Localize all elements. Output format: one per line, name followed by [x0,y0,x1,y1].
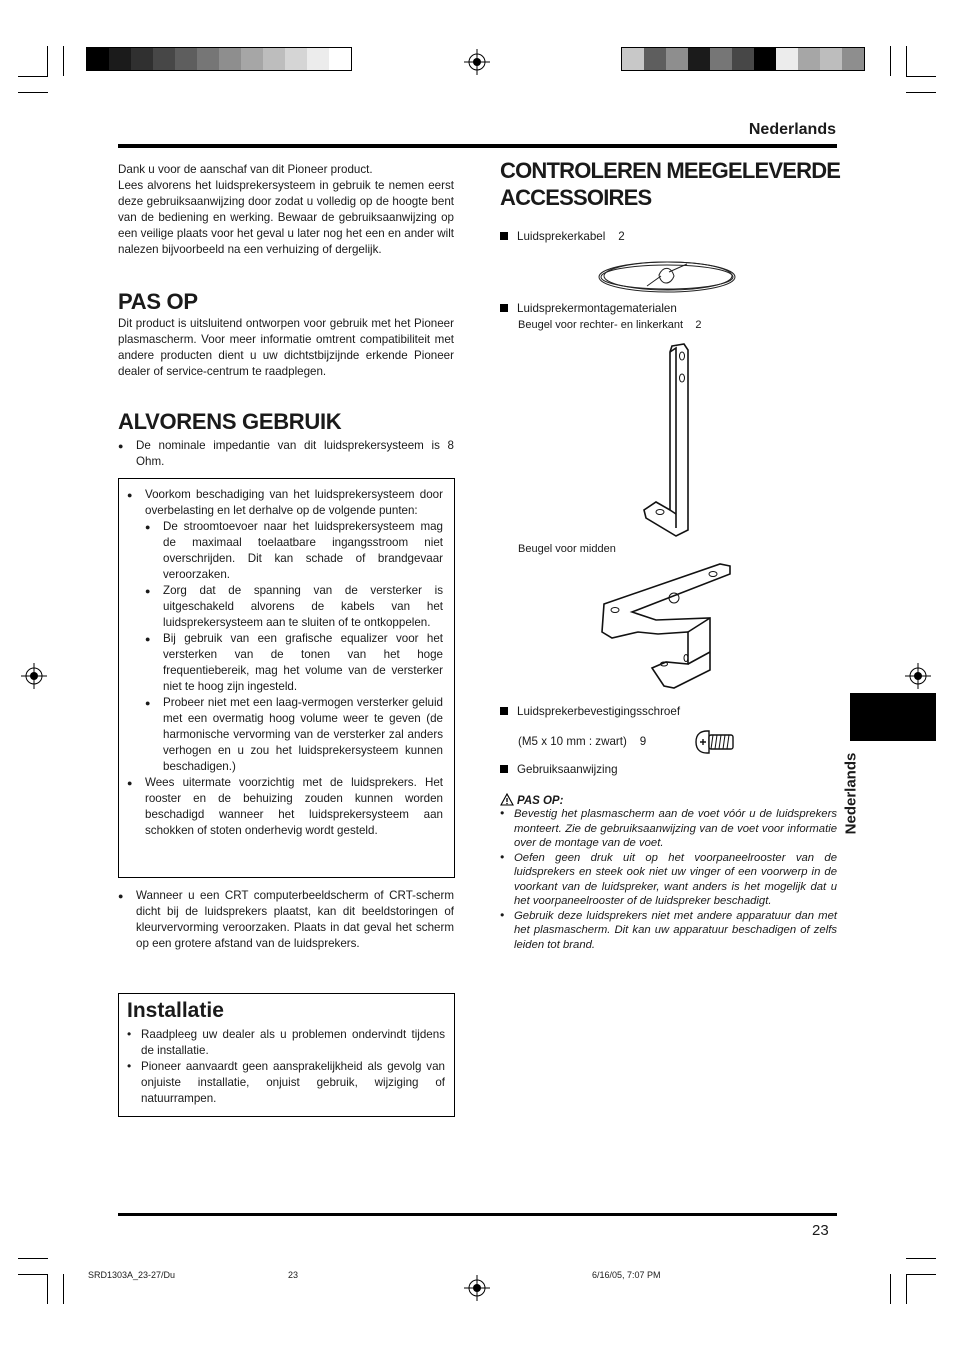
accessory-screw [500,704,680,720]
color-swatch-strip-right [621,47,865,71]
footer-date: 6/16/05, 7:07 PM [592,1270,661,1280]
list-item: ● Wanneer u een CRT computerbeeldscherm of CRT-scherm dicht bij de luidsprekers plaatst, kan dit beeldstoringen of kleurvervorming veroorzaken. Plaats in dat geval het scherm op een grotere afstand van de luidsprekers. [118,888,454,952]
accessory-label: Luidsprekermontagematerialen [517,302,677,315]
color-swatch [109,48,131,70]
installatie-heading: Installatie [127,999,224,1022]
bullet-square-icon [500,232,508,240]
side-bracket-illustration [640,342,696,538]
footer-file: SRD1303A_23-27/Du [88,1270,176,1280]
color-swatch [175,48,197,70]
color-swatch [241,48,263,70]
color-swatch [197,48,219,70]
color-swatch [710,48,732,70]
color-swatch [263,48,285,70]
crop-mark [18,76,48,77]
heading-line: ACCESSOIRES [500,185,652,210]
caution-title: PAS OP: [517,795,564,807]
crop-mark [47,46,48,76]
sub-item: ● Bij gebruik van een grafische equalizer voor het versterken van de tonen van het hoge frequentiebereik, mag het volume van de versterker niet te hoog zijn ingesteld. [145,631,443,695]
color-swatch [285,48,307,70]
color-swatch [153,48,175,70]
color-swatch [732,48,754,70]
crop-mark [63,1274,64,1304]
footer-rule [118,1213,837,1216]
heading-line: CONTROLEREN MEEGELEVERDE [500,158,841,183]
crop-mark [890,46,891,76]
sub-item: ● Zorg dat de spanning van de versterker is uitgeschakeld alvorens de kabels van het luidsprekersysteem aan te sluiten of te ontkoppelen. [145,583,443,631]
bracket-middle-label: Beugel voor midden [518,543,616,555]
caution-list [500,807,837,952]
crop-mark [906,1274,936,1275]
accessory-label: Beugel voor rechter- en linkerkant [518,319,684,331]
color-swatch [87,48,109,70]
crop-mark [906,1258,936,1259]
screw-illustration [694,729,736,755]
sub-list [145,519,443,775]
crop-mark [18,92,48,93]
list-item: • Gebruik deze luidsprekers niet met andere apparatuur dan met het plasmascherm. Dit kan uw apparatuur beschadigen of zelfs leiden tot brand. [500,909,837,953]
list-item: • Pioneer aanvaardt geen aansprakelijkheid als gevolg van onjuiste installatie, onjuist gebruik, wijziging of natuurrampen. [127,1059,445,1107]
crop-mark [906,76,936,77]
side-tab-text: Nederlands [842,752,860,835]
caution-heading [500,793,837,807]
crt-list [118,888,454,952]
registration-mark-icon [464,49,490,75]
color-swatch [219,48,241,70]
color-swatch [666,48,688,70]
bullet-square-icon [500,304,508,312]
accessory-qty: 2 [695,319,702,331]
list-item-text: Voorkom beschadiging van het luidsprekersysteem door overbelasting en let derhalve op de volgende punten: [145,488,443,517]
accessory-mounting [500,301,677,317]
crop-mark [63,46,64,76]
color-swatch [688,48,710,70]
color-swatch [842,48,864,70]
color-swatch [754,48,776,70]
color-swatch [307,48,329,70]
list-item: • Oefen geen druk uit op het voorpaneelrooster van de luidsprekers en steek ook niet uw vinger of een voorwerp in de voorkant van de luidspreker, want anders is het mogelijk dat u het voorpaneelrooster of de luidspreker beschadigt. [500,851,837,909]
middle-bracket-illustration [598,560,736,692]
crop-mark [906,92,936,93]
bullet-square-icon [500,765,508,773]
color-swatch [622,48,644,70]
list-item [127,487,443,775]
page-number: 23 [812,1222,829,1239]
warning-box [118,478,455,878]
warning-list [127,487,443,839]
accessory-qty: 2 [618,230,625,243]
color-swatch [776,48,798,70]
crop-mark [906,1274,907,1304]
color-swatch [798,48,820,70]
pas-op-text: Dit product is uitsluitend ontworpen voor gebruik met het Pioneer plasmascherm. Voor meer informatie omtrent compatibiliteit met andere producten dient u uw dichtstbijzijnde erkende Pioneer dealer of service-centrum te raadplegen. [118,317,454,378]
installatie-box [118,993,455,1117]
list-item: ● Wees uitermate voorzichtig met de luidsprekers. Het rooster en de behuizing zouden kunnen worden beschadigd wanneer het luidsprekersysteem aan schokken of stoten onderhevig wordt gesteld. [127,775,443,839]
footer-page: 23 [288,1270,299,1280]
speaker-cable-illustration [597,258,739,296]
color-swatch [820,48,842,70]
registration-mark-icon [464,1275,490,1301]
accessory-label: Luidsprekerkabel [517,230,606,243]
accessory-label: Gebruiksaanwijzing [517,763,618,776]
header-rule [118,144,837,148]
language-header: Nederlands [748,121,836,138]
sub-item: ● Probeer niet met een laag-vermogen versterker geluid met een overmatig hoog volume weer te geven (de harmonische vervorming van de versterker zal anders verhogen en u zou het luidsprekersysteem kunnen beschadigen.) [145,695,443,775]
alvorens-list [118,438,454,470]
side-tab-label [820,740,890,850]
color-swatch [131,48,153,70]
warning-triangle-icon [500,793,514,806]
installatie-list [127,1027,445,1107]
list-item: • Bevestig het plasmascherm aan de voet vóór u de luidsprekers monteert. Zie de gebruiksaanwijzing van de voet voor informatie over de montage van de voet. [500,807,837,851]
crop-mark [890,1274,891,1304]
registration-mark-icon [905,663,931,689]
accessory-cable [500,229,625,245]
color-swatch [329,48,351,70]
alvorens-gebruik-heading: ALVORENS GEBRUIK [118,409,342,434]
crop-mark [18,1258,48,1259]
accessory-qty: 9 [639,735,647,748]
color-swatch [644,48,666,70]
sub-item: ● De stroomtoevoer naar het luidsprekersysteem mag de maximaal toelaatbare ingangsstroom niet overschrijden. Dit kan schade of brandgevaar veroorzaken. [145,519,443,583]
accessory-label: Luidsprekerbevestigingsschroef [517,705,681,718]
controleren-heading [500,157,840,211]
list-item: ● De nominale impedantie van dit luidsprekersysteem is 8 Ohm. [118,438,454,470]
language-side-tab [850,693,936,741]
accessory-label: (M5 x 10 mm : zwart) [518,735,627,748]
bullet-square-icon [500,707,508,715]
screw-spec [518,734,646,750]
intro-text: Dank u voor de aanschaf van dit Pioneer product. Lees alvorens het luidsprekersysteem in gebruik te nemen eerst deze gebruiksaanwijzing door zodat u volledig op de hoogte bent van de bediening en werking. Bewaar de gebruiksaanwijzing op een veilige plaats voor het geval u later nog het een en ander wilt nalezen bijvoorbeeld na een verhuizing of dergelijk. [118,163,454,256]
caution-block [500,793,837,952]
bracket-side-label [518,319,701,331]
crop-mark [18,1274,48,1275]
registration-mark-icon [21,663,47,689]
color-swatch-strip-left [86,47,352,71]
crop-mark [47,1274,48,1304]
crop-mark [906,46,907,76]
list-item: • Raadpleeg uw dealer als u problemen ondervindt tijdens de installatie. [127,1027,445,1059]
accessory-manual [500,762,618,778]
pas-op-heading: PAS OP [118,289,198,314]
